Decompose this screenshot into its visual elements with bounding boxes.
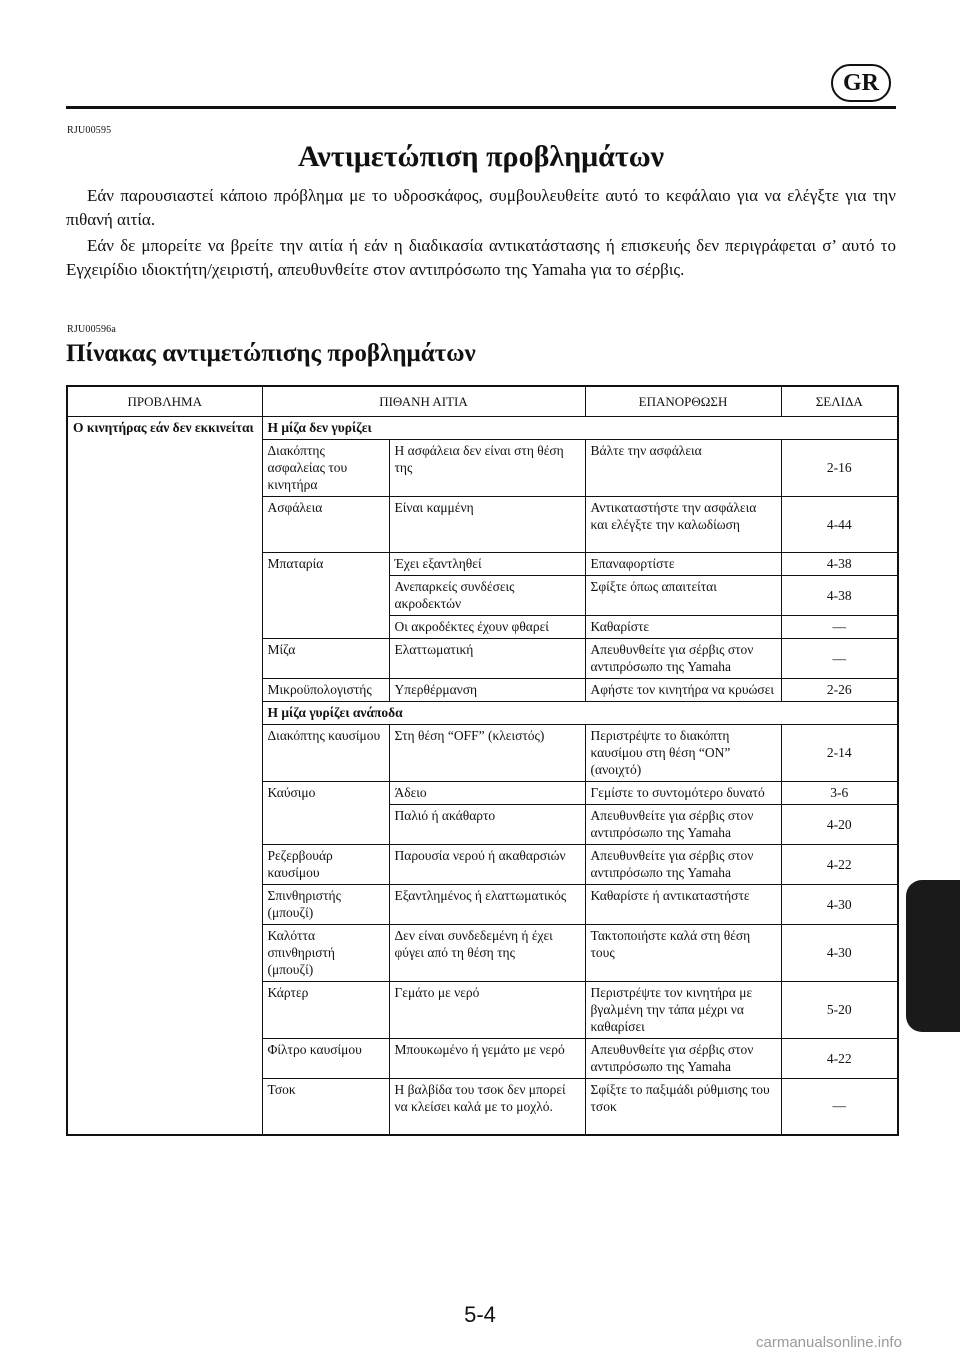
cause-cell: Δεν είναι συνδεδεμένη ή έχει φύγει από τη θέση της bbox=[389, 925, 585, 982]
cause-cell: Στη θέση “OFF” (κλειστός) bbox=[389, 725, 585, 782]
header-rule bbox=[66, 106, 896, 109]
table-row bbox=[67, 417, 898, 440]
part-cell: Καύσιμο bbox=[262, 782, 389, 845]
section-code: RJU00595 bbox=[67, 125, 112, 136]
language-badge: GR bbox=[831, 64, 891, 102]
page-title: Αντιμετώπιση προβλημάτων bbox=[297, 140, 665, 173]
intro-paragraph-1: Εάν παρουσιαστεί κάποιο πρόβλημα με το υδροσκάφος, συμβουλευθείτε αυτό το κεφάλαιο για να ελέγξτε για την πιθανή αιτία. bbox=[66, 186, 896, 229]
remedy-cell: Σφίξτε το παξιμάδι ρύθμισης του τσοκ bbox=[585, 1079, 781, 1135]
header-page: ΣΕΛΙΔΑ bbox=[781, 386, 898, 417]
remedy-cell: Σφίξτε όπως απαιτείται bbox=[585, 576, 781, 616]
part-cell: Σπινθηριστής (μπουζί) bbox=[262, 885, 389, 925]
subheading-starter-reverse: Η μίζα γυρίζει ανάποδα bbox=[262, 702, 898, 725]
page-ref-cell: 4-30 bbox=[781, 885, 898, 925]
cause-cell: Ανεπαρκείς συνδέσεις ακροδεκτών bbox=[389, 576, 585, 616]
part-cell: Μίζα bbox=[262, 639, 389, 679]
page-ref-cell: — bbox=[781, 1079, 898, 1135]
remedy-cell: Απευθυνθείτε για σέρβις στον αντιπρόσωπο της Yamaha bbox=[585, 639, 781, 679]
subheading-starter-not-turning: Η μίζα δεν γυρίζει bbox=[262, 417, 898, 440]
cause-cell: Έχει εξαντληθεί bbox=[389, 553, 585, 576]
page-ref-cell: — bbox=[781, 639, 898, 679]
page-ref-cell: 3-6 bbox=[781, 782, 898, 805]
remedy-cell: Γεμίστε το συντομότερο δυνατό bbox=[585, 782, 781, 805]
symptom-cell: Ο κινητήρας εάν δεν εκκινείται bbox=[67, 417, 262, 1135]
cause-cell: Είναι καμμένη bbox=[389, 497, 585, 553]
cause-cell: Η βαλβίδα του τσοκ δεν μπορεί να κλείσει καλά με το μοχλό. bbox=[389, 1079, 585, 1135]
page-ref-cell: 4-38 bbox=[781, 576, 898, 616]
remedy-cell: Απευθυνθείτε για σέρβις στον αντιπρόσωπο της Yamaha bbox=[585, 1039, 781, 1079]
troubleshooting-table bbox=[66, 385, 899, 1136]
page-ref-cell: 4-20 bbox=[781, 805, 898, 845]
remedy-cell: Καθαρίστε bbox=[585, 616, 781, 639]
page-ref-cell: 4-38 bbox=[781, 553, 898, 576]
watermark: carmanualsonline.info bbox=[756, 1334, 902, 1351]
table-title: Πίνακας αντιμετώπισης προβλημάτων bbox=[66, 340, 476, 367]
page-ref-cell: 5-20 bbox=[781, 982, 898, 1039]
cause-cell: Μπουκωμένο ή γεμάτο με νερό bbox=[389, 1039, 585, 1079]
page-ref-cell: 2-14 bbox=[781, 725, 898, 782]
remedy-cell: Αντικαταστήστε την ασφάλεια και ελέγξτε την καλωδίωση bbox=[585, 497, 781, 553]
cause-cell: Γεμάτο με νερό bbox=[389, 982, 585, 1039]
remedy-cell: Απευθυνθείτε για σέρβις στον αντιπρόσωπο της Yamaha bbox=[585, 805, 781, 845]
table-header-row bbox=[67, 386, 898, 417]
page-ref-cell: 4-22 bbox=[781, 1039, 898, 1079]
page-ref-cell: — bbox=[781, 616, 898, 639]
cause-cell: Υπερθέρμανση bbox=[389, 679, 585, 702]
page-ref-cell: 4-22 bbox=[781, 845, 898, 885]
remedy-cell: Περιστρέψτε τον κινητήρα με βγαλμένη την τάπα μέχρι να καθαρίσει bbox=[585, 982, 781, 1039]
part-cell: Κάρτερ bbox=[262, 982, 389, 1039]
cause-cell: Οι ακροδέκτες έχουν φθαρεί bbox=[389, 616, 585, 639]
header-problem: ΠΡΟΒΛΗΜΑ bbox=[67, 386, 262, 417]
cause-cell: Παλιό ή ακάθαρτο bbox=[389, 805, 585, 845]
page-number: 5-4 bbox=[464, 1302, 496, 1327]
part-cell: Διακόπτης καυσίμου bbox=[262, 725, 389, 782]
remedy-cell: Βάλτε την ασφάλεια bbox=[585, 440, 781, 497]
header-cause: ΠΙΘΑΝΗ ΑΙΤΙΑ bbox=[262, 386, 585, 417]
remedy-cell: Καθαρίστε ή αντικαταστήστε bbox=[585, 885, 781, 925]
table-section-code: RJU00596a bbox=[67, 324, 117, 335]
cause-cell: Η ασφάλεια δεν είναι στη θέση της bbox=[389, 440, 585, 497]
cause-cell: Παρουσία νερού ή ακαθαρσιών bbox=[389, 845, 585, 885]
cause-cell: Ελαττωματική bbox=[389, 639, 585, 679]
part-cell: Μικροϋπολογιστής bbox=[262, 679, 389, 702]
page-ref-cell: 2-16 bbox=[781, 440, 898, 497]
part-cell: Φίλτρο καυσίμου bbox=[262, 1039, 389, 1079]
part-cell: Τσοκ bbox=[262, 1079, 389, 1135]
page-ref-cell: 4-44 bbox=[781, 497, 898, 553]
part-cell: Διακόπτης ασφαλείας του κινητήρα bbox=[262, 440, 389, 497]
cause-cell: Άδειο bbox=[389, 782, 585, 805]
part-cell: Ρεζερβουάρ καυσίμου bbox=[262, 845, 389, 885]
chapter-side-tab bbox=[906, 880, 960, 1032]
page-ref-cell: 4-30 bbox=[781, 925, 898, 982]
part-cell: Ασφάλεια bbox=[262, 497, 389, 553]
part-cell: Καλόττα σπινθηριστή (μπουζί) bbox=[262, 925, 389, 982]
page-ref-cell: 2-26 bbox=[781, 679, 898, 702]
remedy-cell: Περιστρέψτε το διακόπτη καυσίμου στη θέση “ON” (ανοιχτό) bbox=[585, 725, 781, 782]
intro-paragraph-2: Εάν δε μπορείτε να βρείτε την αιτία ή εάν η διαδικασία αντικατάστασης ή επισκευής δεν περιγράφεται σ’ αυτό το Εγχειρίδιο ιδιοκτήτη/χειριστή, απευθυνθείτε στον αντιπρόσωπο της Yamaha για το σέρβις. bbox=[66, 236, 896, 279]
header-remedy: ΕΠΑΝΟΡΘΩΣΗ bbox=[585, 386, 781, 417]
intro-text bbox=[66, 184, 896, 284]
remedy-cell: Τακτοποιήστε καλά στη θέση τους bbox=[585, 925, 781, 982]
cause-cell: Εξαντλημένος ή ελαττωματικός bbox=[389, 885, 585, 925]
remedy-cell: Αφήστε τον κινητήρα να κρυώσει bbox=[585, 679, 781, 702]
part-cell: Μπαταρία bbox=[262, 553, 389, 639]
remedy-cell: Απευθυνθείτε για σέρβις στον αντιπρόσωπο της Yamaha bbox=[585, 845, 781, 885]
remedy-cell: Επαναφορτίστε bbox=[585, 553, 781, 576]
